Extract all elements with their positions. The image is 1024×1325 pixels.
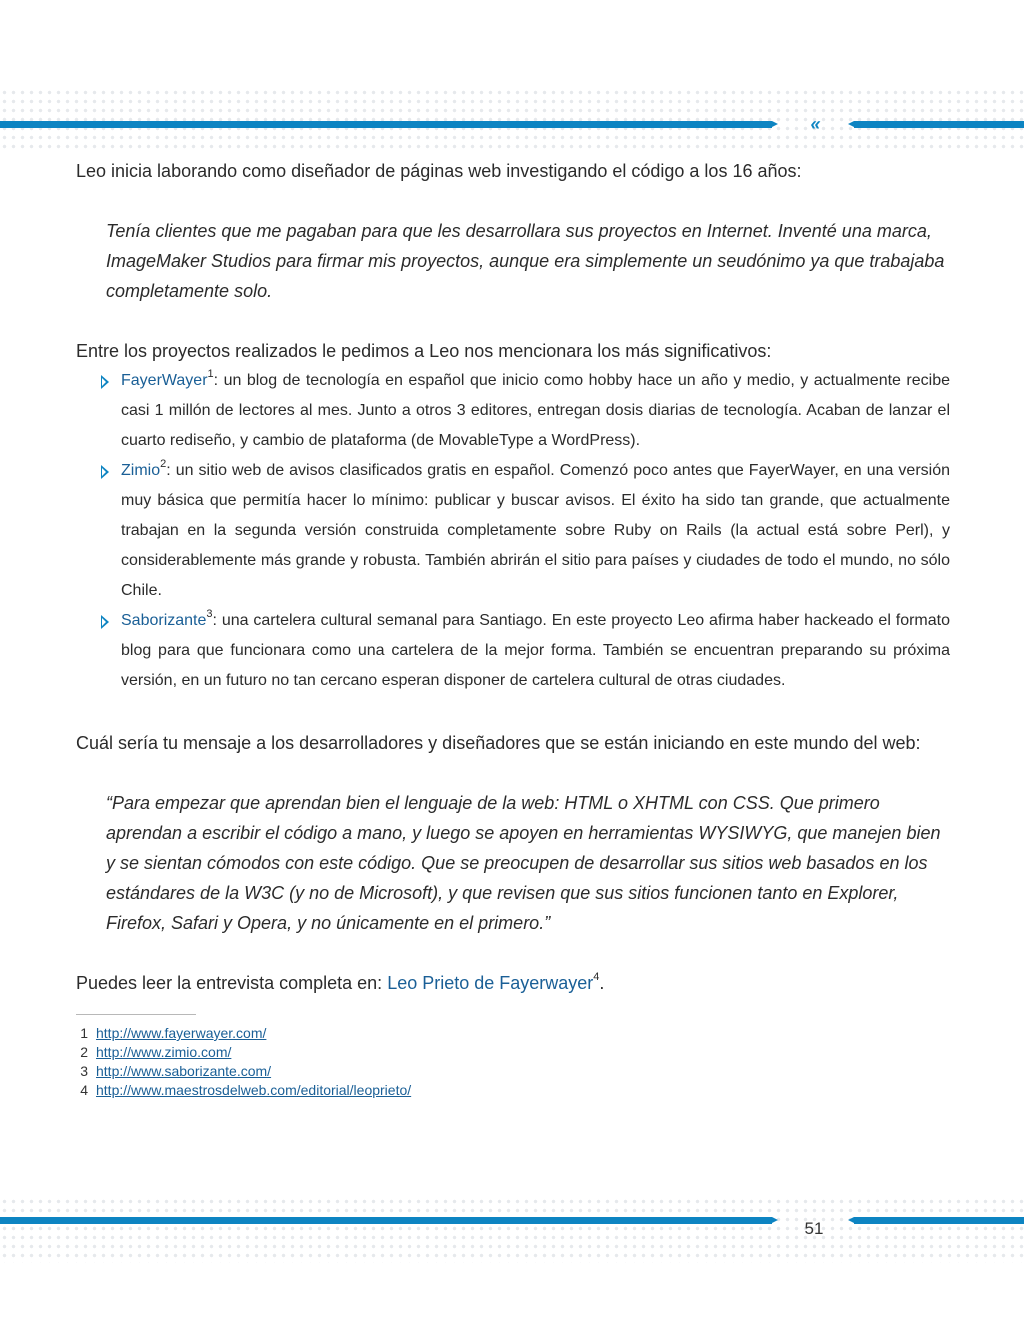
page-content xyxy=(76,156,950,1100)
header-rule-left xyxy=(0,121,772,128)
quote-advice: “Para empezar que aprendan bien el lenguaje de la web: HTML o XHTML con CSS. Que primero aprendan a escribir el código a mano, y luego se apoyen en herramientas WYSIWYG, que manejen bien y se sientan cómodos con este código. Que se preocupen de desarrollar sus sitios web basados en los estándares de la W3C (y no de Microsoft), y que revisen que sus sitios funcionen tanto en Explorer, Firefox, Safari y Opera, y no únicamente en el primero.” xyxy=(106,793,941,933)
footnote-number: 4 xyxy=(80,1082,88,1098)
footnote-link[interactable]: http://www.maestrosdelweb.com/editorial/leoprieto/ xyxy=(96,1082,412,1098)
arrow-bullet-icon xyxy=(101,615,109,629)
project-description: : un blog de tecnología en español que inicio como hobby hace un año y medio, y actualmente recibe casi 1 millón de lectores al mes. Junto a otros 3 editores, entregan dosis diarias de tecnología. Acaban de lanzar el cuarto rediseño, y cambio de plataforma (de MovableType a WordPress). xyxy=(121,372,950,449)
footnote-ref: 1 xyxy=(207,367,214,380)
closing-prefix: Puedes leer la entrevista completa en: xyxy=(76,973,388,993)
project-description: : una cartelera cultural semanal para Santiago. En este proyecto Leo afirma haber hackeado el formato blog para que funcionara como una cartelera de la mejor forma. También se encuentran preparando su próxima versión, en un futuro no tan cercano esperan disponer de cartelera cultural de otras ciudades. xyxy=(121,612,950,689)
footnotes-divider xyxy=(76,1014,196,1015)
arrow-bullet-icon xyxy=(101,375,109,389)
header-dot-pattern xyxy=(0,88,1024,150)
header-rule-right xyxy=(854,121,1024,128)
footnote-item xyxy=(76,1081,950,1100)
footer-rule-right xyxy=(854,1217,1024,1224)
project-name[interactable]: FayerWayer xyxy=(121,372,208,389)
footnote-link[interactable]: http://www.saborizante.com/ xyxy=(96,1063,272,1079)
project-description: : un sitio web de avisos clasificados gratis en español. Comenzó poco antes que FayerWayer, en una versión muy básica que permitía hacer lo mínimo: publicar y buscar avisos. El éxito ha sido tan grande, que actualmente trabajan en la segunda versión construida completamente sobre Ruby on Rails (la actual está sobre Perl), y considerablemente más grande y robusta. También abrirán el sitio para países y ciudades de todo el mundo, no sólo Chile. xyxy=(121,462,950,599)
footnote-item xyxy=(76,1043,950,1062)
quote-imagemaker: Tenía clientes que me pagaban para que les desarrollara sus proyectos en Internet. Inventé una marca, ImageMaker Studios para firmar mis proyectos, aunque era simplemente un seudónimo ya que trabajaba completamente solo. xyxy=(106,221,945,301)
projects-intro: Entre los proyectos realizados le pedimos a Leo nos mencionara los más significativos: xyxy=(76,341,772,361)
footer-dot-pattern xyxy=(0,1197,1024,1263)
footnote-number: 2 xyxy=(80,1044,88,1060)
footnote-ref: 2 xyxy=(160,457,167,470)
footnote-item xyxy=(76,1024,950,1043)
footnote-number: 1 xyxy=(80,1025,88,1041)
intro-paragraph: Leo inicia laborando como diseñador de páginas web investigando el código a los 16 años: xyxy=(76,161,802,181)
footnote-number: 3 xyxy=(80,1063,88,1079)
project-name[interactable]: Saborizante xyxy=(121,612,207,629)
footnote-link[interactable]: http://www.fayerwayer.com/ xyxy=(96,1025,267,1041)
list-item-saborizante xyxy=(76,606,950,696)
double-chevron-icon: « xyxy=(810,114,818,134)
footnote-item xyxy=(76,1062,950,1081)
project-name[interactable]: Zimio xyxy=(121,462,161,479)
list-item-fayerwayer xyxy=(76,366,950,456)
footnote-ref: 4 xyxy=(593,971,600,983)
footnote-link[interactable]: http://www.zimio.com/ xyxy=(96,1044,232,1060)
arrow-bullet-icon xyxy=(101,465,109,479)
closing-suffix: . xyxy=(599,973,605,993)
projects-list xyxy=(76,366,950,696)
closing-paragraph xyxy=(76,968,950,998)
footnote-ref: 3 xyxy=(206,607,213,620)
interview-link[interactable]: Leo Prieto de Fayerwayer xyxy=(387,973,594,993)
footnotes xyxy=(76,1024,950,1100)
page-number: 51 xyxy=(804,1219,824,1238)
question-paragraph: Cuál sería tu mensaje a los desarrolladores y diseñadores que se están iniciando en este mundo del web: xyxy=(76,733,921,753)
footer-rule-left xyxy=(0,1217,772,1224)
list-item-zimio xyxy=(76,456,950,606)
